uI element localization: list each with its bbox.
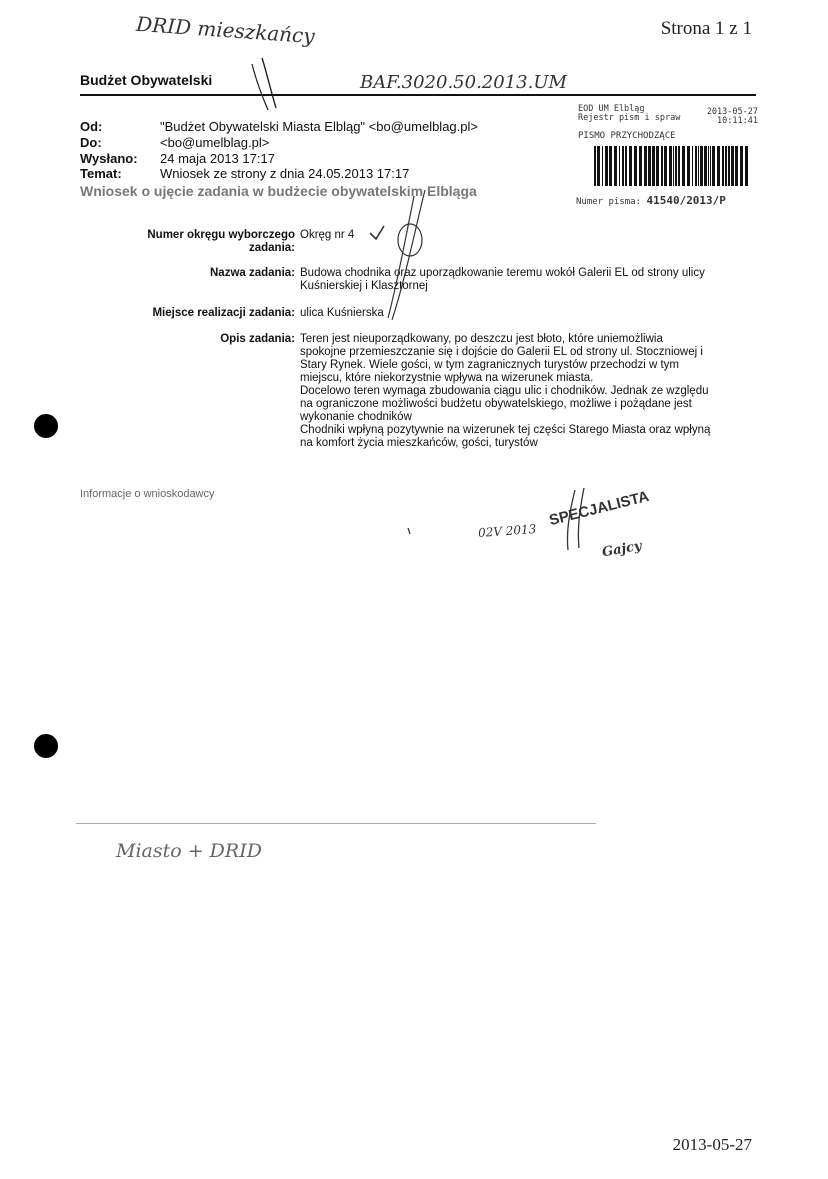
description-line: miejscu, które niekorzystnie wpływa na wizerunek miasta. <box>300 372 594 384</box>
email-subject-label: Temat: <box>80 166 122 181</box>
footer-date: 2013-05-27 <box>672 1135 752 1154</box>
description-line: Teren jest nieuporządkowany, po deszczu jest błoto, które uniemożliwia <box>300 333 663 345</box>
field-task-name-line2: Kuśnierskiej i Klasztornej <box>300 280 428 292</box>
handwritten-reference: BAF.3020.50.2013.UM <box>360 72 567 93</box>
field-district-label-line1: Numer okręgu wyborczego <box>147 229 295 241</box>
email-to-value: <bo@umelblag.pl> <box>160 135 270 150</box>
applicant-info-heading: Informacje o wnioskodawcy <box>80 488 215 500</box>
page-number: Strona 1 z 1 <box>660 18 752 39</box>
field-description-label: Opis zadania: <box>220 333 295 345</box>
stamp-number-value: 41540/2013/P <box>646 194 726 207</box>
field-district-value: Okręg nr 4 <box>300 229 355 241</box>
handwritten-note: DRID mieszkańcy <box>135 11 316 49</box>
field-place-label: Miejsce realizacji zadania: <box>152 307 295 319</box>
field-place-value: ulica Kuśnierska <box>300 307 384 319</box>
stamp-number-label: Numer pisma: <box>576 197 642 207</box>
specialist-handwritten-date: 02V 2013 <box>477 521 537 541</box>
description-line: wykonanie chodników <box>300 411 412 423</box>
description-line: na komfort życia mieszkańców, gości, turystów <box>300 437 538 449</box>
description-line: Stary Rynek. Wiele gości, w tym zagranicznych turystów przechodzi w tym <box>300 359 679 371</box>
specialist-stamp-title: SPECJALISTA <box>547 487 651 530</box>
field-district-label-line2: zadania: <box>248 242 295 254</box>
footer-divider <box>76 823 596 824</box>
description-line: na ograniczone możliwości budżetu obywatelskiego, możliwe i pożądane jest <box>300 398 692 410</box>
description-line: Chodniki wpłyną pozytywnie na wizerunek tej części Starego Miasta oraz wpłyną <box>300 424 711 436</box>
stamp-time: 10:11:41 <box>717 116 758 126</box>
field-task-name-line1: Budowa chodnika oraz uporządkowanie teremu wokół Galerii EL od strony ulicy <box>300 267 705 279</box>
stamp-type: PISMO PRZYCHODZĄCE <box>578 131 676 141</box>
stamp-register: Rejestr pism i spraw <box>578 113 681 123</box>
description-line: Docelowo teren wymaga zbudowania ciągu ulic i chodników. Jednak ze względu <box>300 385 709 397</box>
stamp-date: 2013-05-27 <box>706 107 758 117</box>
stamp-office: EOD UM Elbląg <box>578 104 645 114</box>
email-sent-value: 24 maja 2013 17:17 <box>160 151 275 166</box>
email-from-label: Od: <box>80 119 103 134</box>
email-subject-value: Wniosek ze strony z dnia 24.05.2013 17:17 <box>160 166 410 181</box>
email-sent-label: Wysłano: <box>80 151 138 166</box>
field-task-name-label: Nazwa zadania: <box>210 267 295 279</box>
description-line: spokojne przemieszczanie się i dojście do Galerii EL od strony ul. Stoczniowej i <box>300 346 703 358</box>
email-to-label: Do: <box>80 135 102 150</box>
email-from-value: "Budżet Obywatelski Miasta Elbląg" <bo@umelblag.pl> <box>160 119 478 134</box>
header-title: Budżet Obywatelski <box>80 72 213 88</box>
handwritten-footer-note: Miasto + DRID <box>116 840 262 862</box>
specialist-name: Gajcy <box>600 538 643 561</box>
form-heading: Wniosek o ujęcie zadania w budżecie obywatelskim Elbląga <box>80 183 477 199</box>
